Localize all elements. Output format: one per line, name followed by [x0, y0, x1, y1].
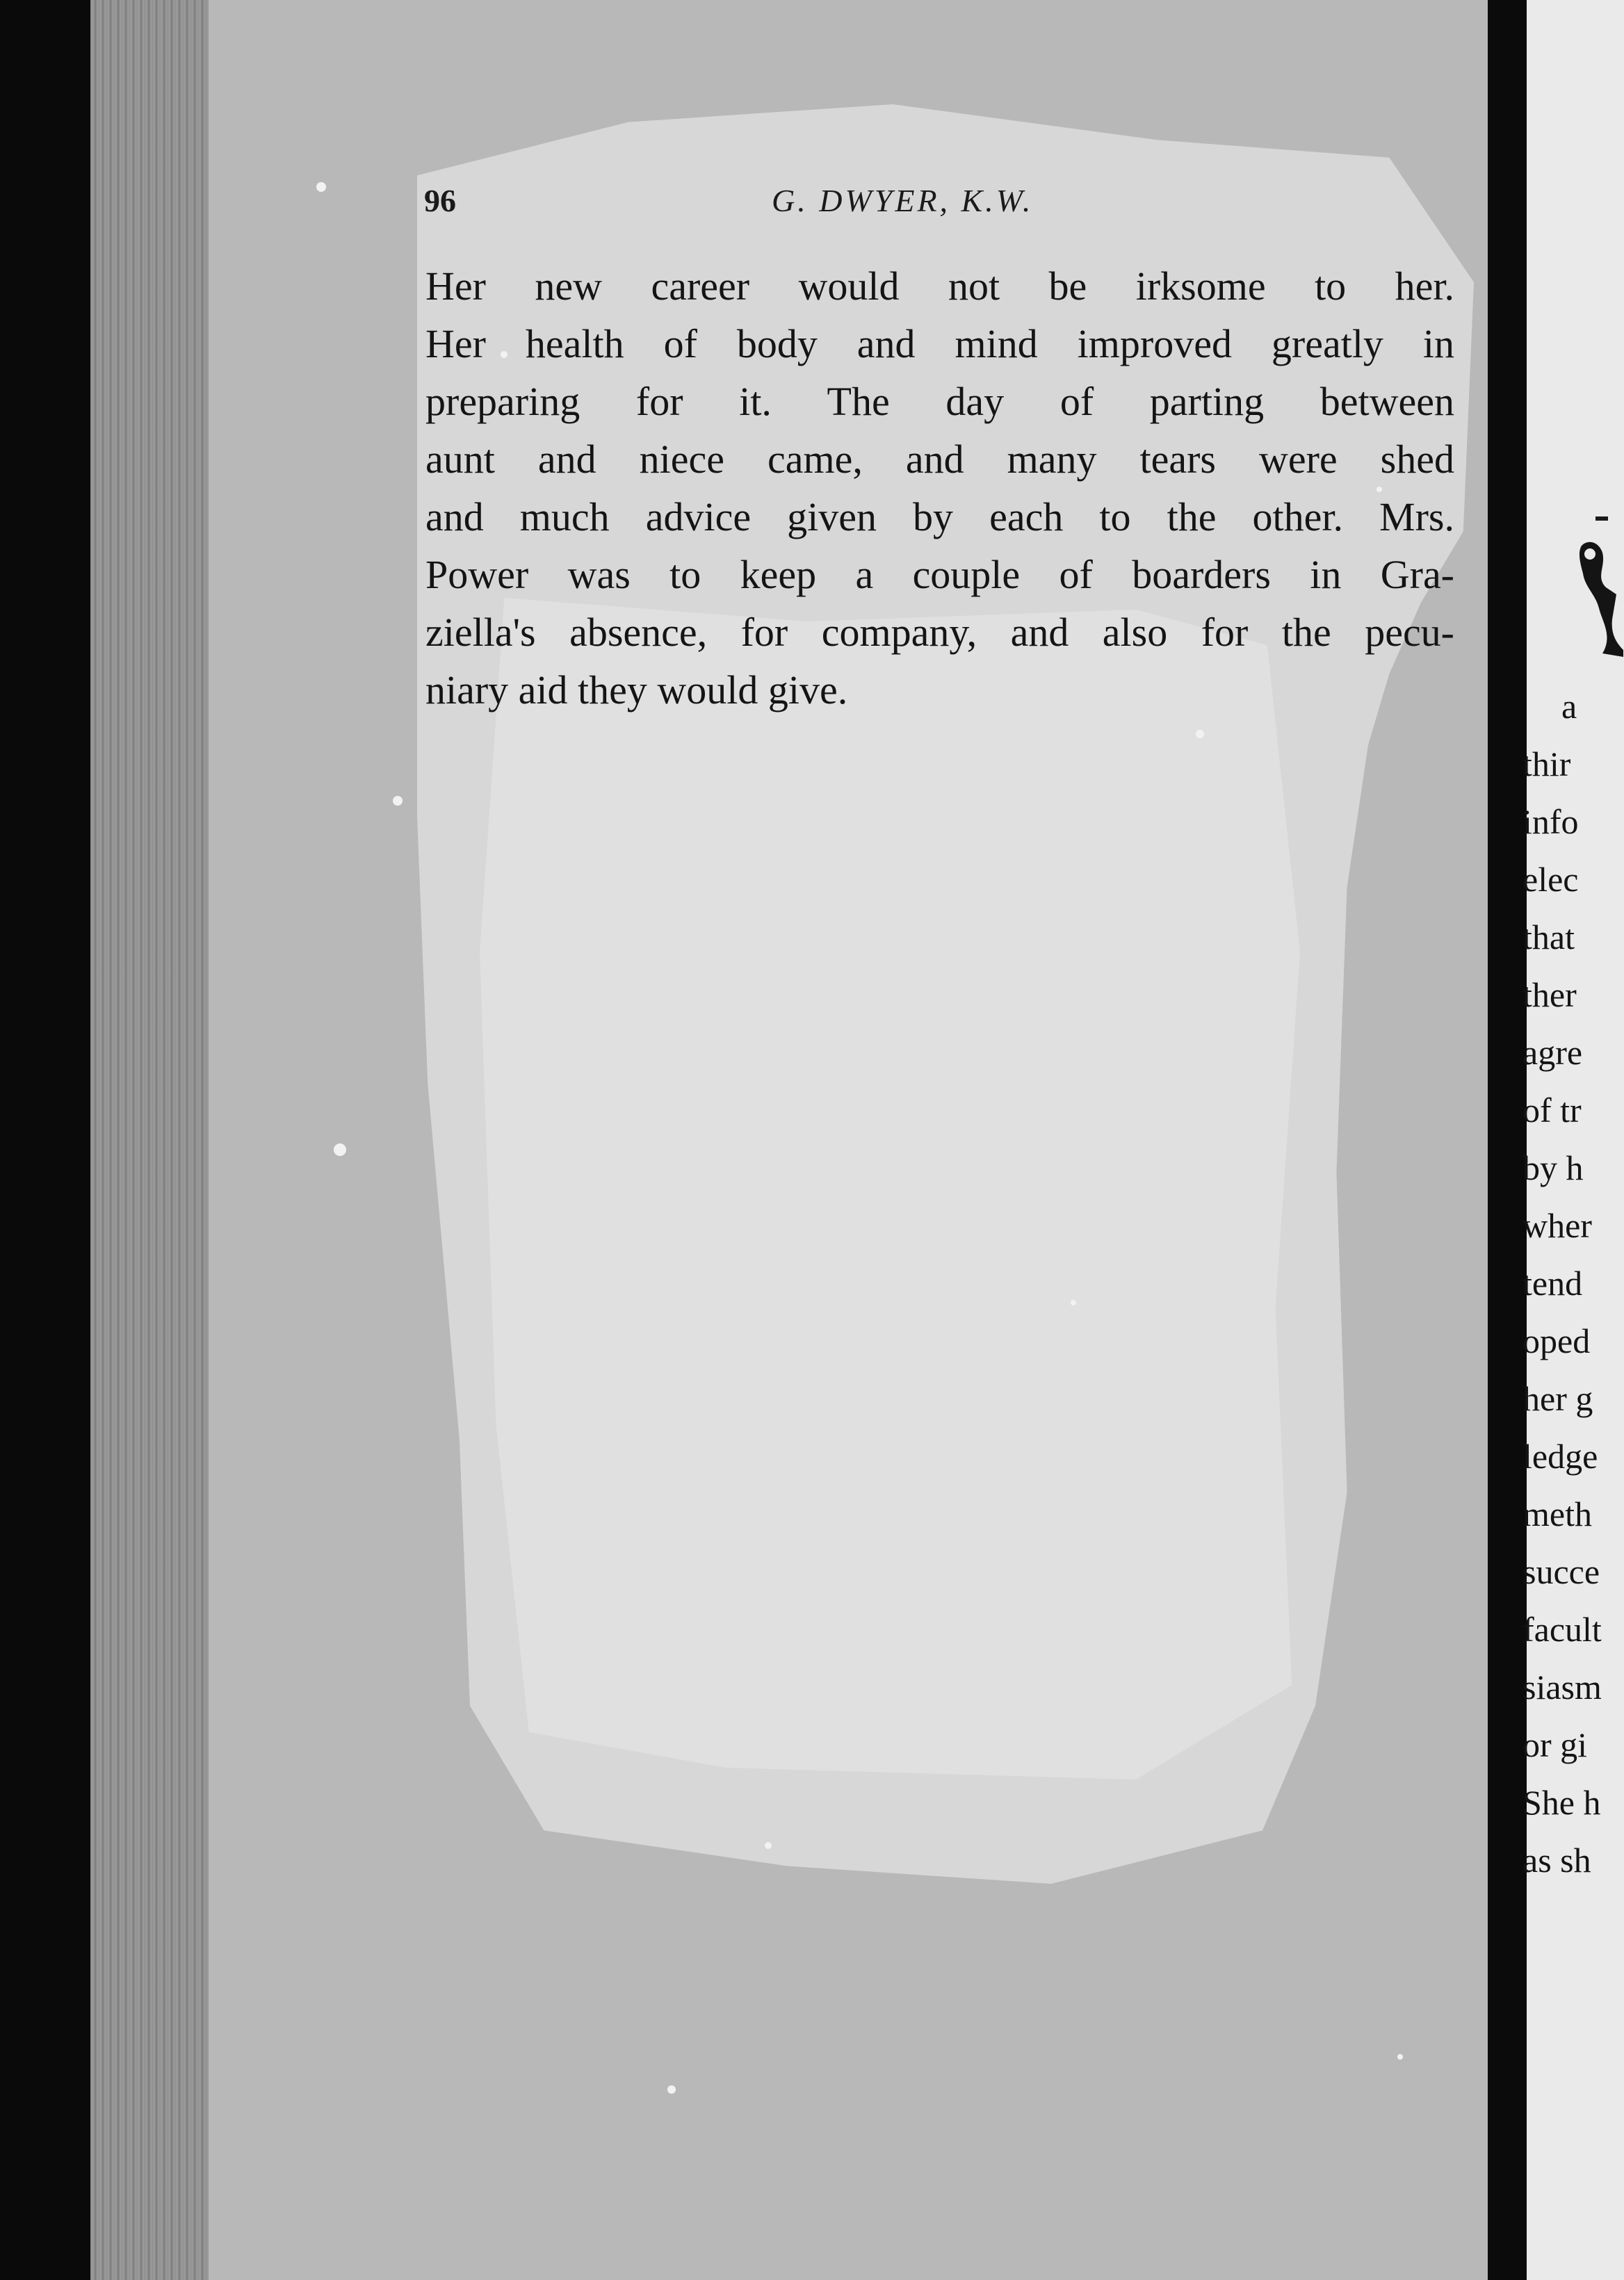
- text-line: by h: [1522, 1148, 1584, 1187]
- text-line: elec: [1522, 860, 1579, 899]
- text-line: ther: [1522, 975, 1577, 1014]
- text-line: that: [1522, 918, 1575, 956]
- text-line: wher: [1522, 1206, 1592, 1245]
- text-line: oped: [1522, 1321, 1591, 1360]
- body-paragraph: [425, 257, 1454, 719]
- text-line: meth: [1522, 1495, 1592, 1533]
- text-line: niary aid they would give.: [425, 667, 848, 712]
- text-line: thir: [1522, 744, 1571, 783]
- text-line: of tr: [1522, 1091, 1582, 1130]
- text-line: her g: [1522, 1379, 1593, 1418]
- decorative-initial-fragment: [1575, 511, 1624, 657]
- text-line: facult: [1522, 1610, 1602, 1649]
- text-line: Her new career would not be irksome to her.: [425, 263, 1454, 309]
- text-line: Power was to keep a couple of boarders in Gra-: [425, 552, 1454, 597]
- text-line: agre: [1522, 1033, 1583, 1072]
- text-line: Her health of body and mind improved greatly in: [425, 321, 1454, 366]
- text-line: preparing for it. The day of parting between: [425, 379, 1454, 424]
- text-line: She h: [1522, 1783, 1601, 1822]
- text-line: tend: [1522, 1264, 1583, 1303]
- text-line: or gi: [1522, 1725, 1588, 1764]
- right-page-text-fragment: [1522, 678, 1624, 1889]
- text-line: a: [1561, 687, 1577, 726]
- running-head: G. DWYER, K.W.: [772, 183, 1034, 218]
- text-line: ziella's absence, for company, and also for the pecu-: [425, 610, 1454, 655]
- text-line: and much advice given by each to the other. Mrs.: [425, 494, 1454, 539]
- page-number: 96: [424, 183, 456, 218]
- text-line: ledge: [1522, 1437, 1598, 1476]
- text-line: succe: [1522, 1552, 1600, 1591]
- text-line: siasm: [1522, 1668, 1602, 1707]
- page-header: [424, 182, 1453, 224]
- text-line: as sh: [1522, 1841, 1591, 1880]
- text-line: aunt and niece came, and many tears were shed: [425, 437, 1454, 482]
- text-line: info: [1522, 802, 1579, 841]
- water-stain-center: [480, 598, 1300, 1780]
